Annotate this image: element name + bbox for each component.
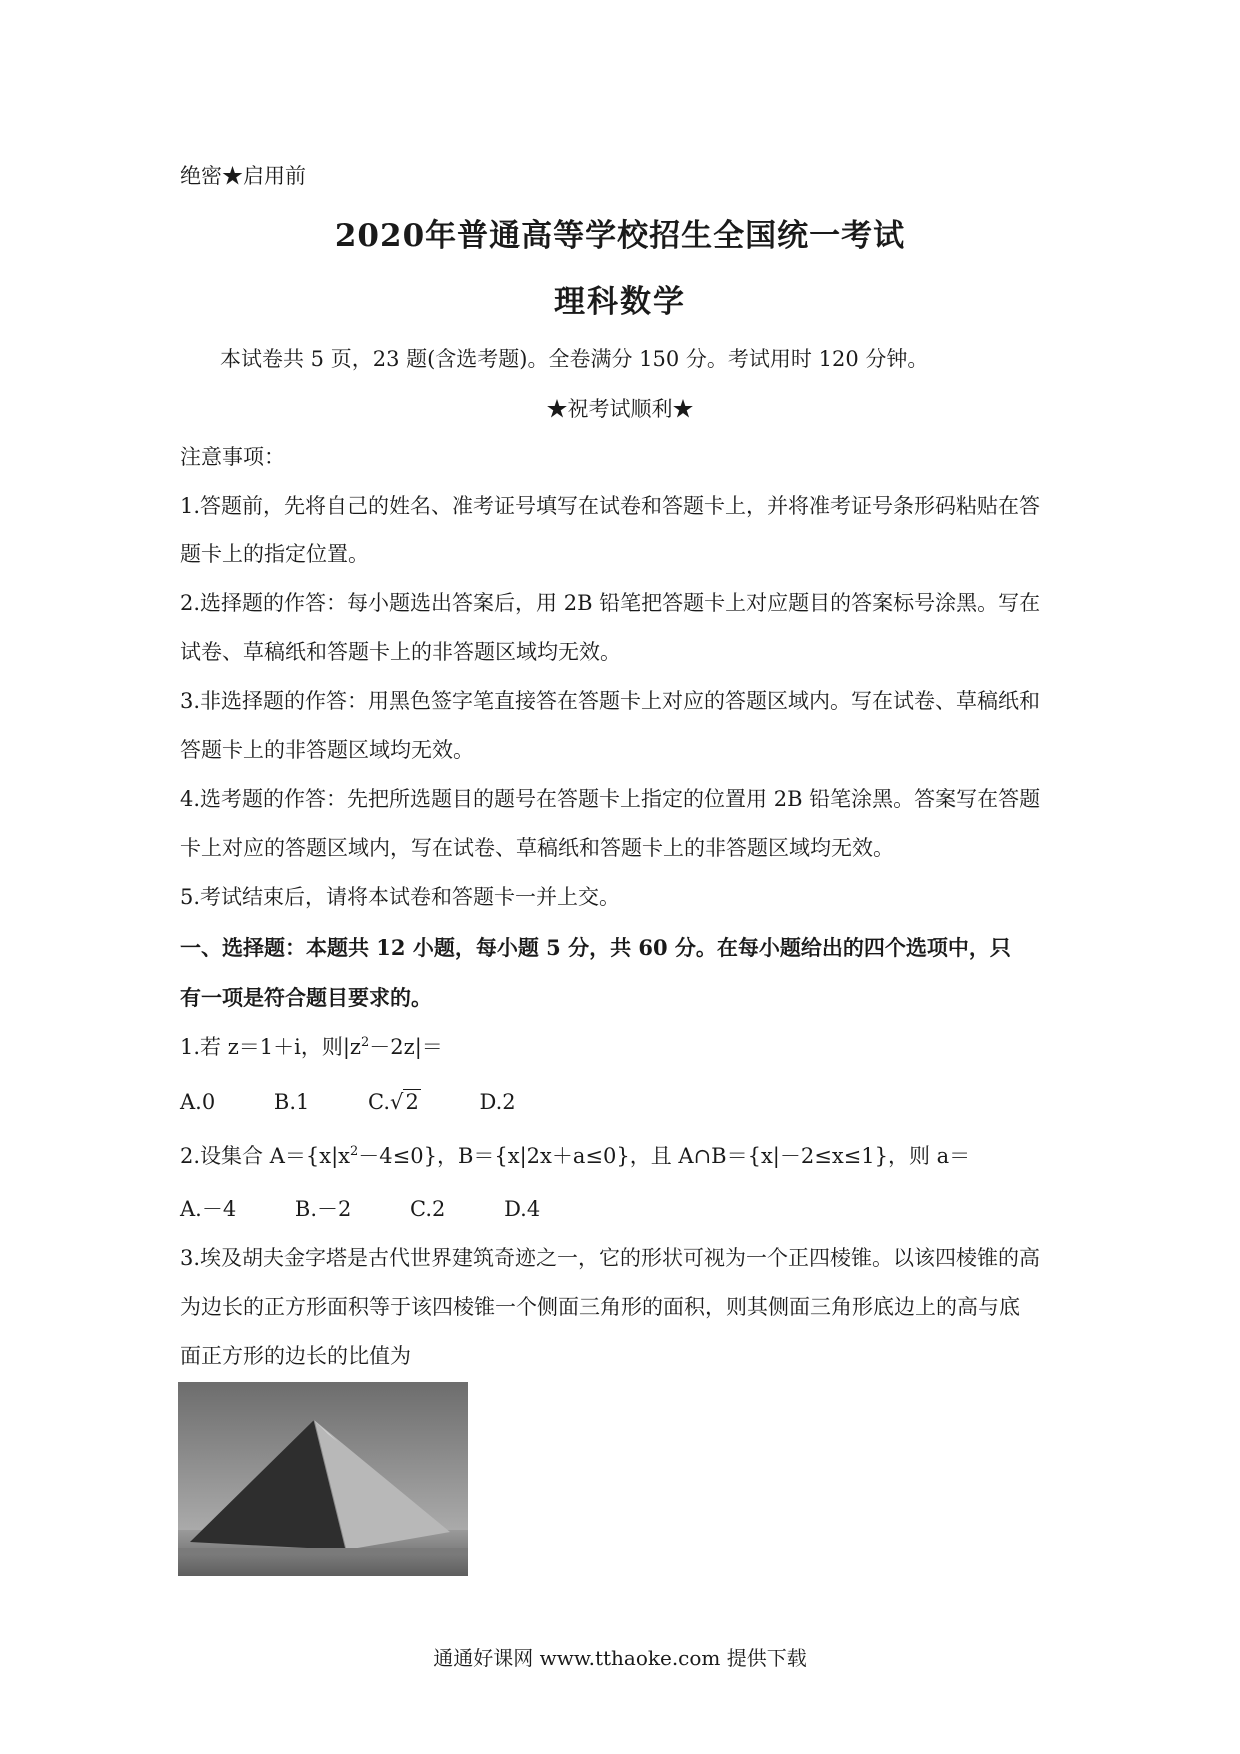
- q2-option-c: C.2: [410, 1197, 446, 1221]
- section-1-heading-line-1: 一、选择题：本题共 12 小题，每小题 5 分，共 60 分。在每小题给出的四个选项中，只: [180, 935, 1011, 960]
- question-3-line-2: 为边长的正方形面积等于该四棱锥一个侧面三角形的面积，则其侧面三角形底边上的高与底: [180, 1295, 1020, 1319]
- question-1-stem: [180, 1031, 443, 1061]
- q1-option-c-label: C.: [368, 1090, 391, 1114]
- note-3-line-2: 答题卡上的非答题区域均无效。: [180, 738, 474, 762]
- note-4-line-1: 4.选考题的作答：先把所选题目的题号在答题卡上指定的位置用 2B 铅笔涂黑。答案写在答题: [180, 787, 1041, 811]
- q1-option-d: D.2: [479, 1090, 516, 1114]
- footer-credit: 通通好课网 www.tthaoke.com 提供下载: [433, 1646, 807, 1670]
- note-1-line-1: 1.答题前，先将自己的姓名、准考证号填写在试卷和答题卡上，并将准考证号条形码粘贴在答: [180, 494, 1041, 518]
- watermark: [930, 1185, 947, 1231]
- q2-option-a: A.－4: [180, 1197, 237, 1221]
- note-5: 5.考试结束后，请将本试卷和答题卡一并上交。: [180, 885, 621, 909]
- q1-option-c: [368, 1090, 421, 1114]
- q2-option-d: D.4: [504, 1197, 541, 1221]
- q2-option-b: B.－2: [294, 1197, 352, 1221]
- note-4-line-2: 卡上对应的答题区域内，写在试卷、草稿纸和答题卡上的非答题区域均无效。: [180, 836, 894, 860]
- notes-heading: 注意事项：: [180, 445, 285, 469]
- q2-suffix: －4≤0}，B＝{x|2x＋a≤0}，且 A∩B＝{x|－2≤x≤1}，则 a＝: [358, 1144, 971, 1168]
- good-luck-line: ★祝考试顺利★: [546, 397, 694, 421]
- note-2-line-1: 2.选择题的作答：每小题选出答案后，用 2B 铅笔把答题卡上对应题目的答案标号涂黑。写在: [180, 591, 1041, 615]
- exam-title: 2020年普通高等学校招生全国统一考试: [334, 218, 906, 254]
- question-3-line-3: 面正方形的边长的比值为: [180, 1344, 411, 1368]
- sqrt-symbol: √: [390, 1090, 404, 1114]
- question-2-stem: [180, 1140, 970, 1170]
- exam-intro: 本试卷共 5 页，23 题(含选考题)。全卷满分 150 分。考试用时 120 分钟。: [220, 347, 929, 371]
- secret-mark: 绝密★启用前: [180, 164, 306, 188]
- q1-option-c-radical: 2: [405, 1090, 419, 1114]
- section-1-heading-line-2: 有一项是符合题目要求的。: [180, 985, 432, 1010]
- question-2-options: [180, 1193, 592, 1223]
- question-3-line-1: 3.埃及胡夫金字塔是古代世界建筑奇迹之一，它的形状可视为一个正四棱锥。以该四棱锥的高: [180, 1246, 1041, 1270]
- note-2-line-2: 试卷、草稿纸和答题卡上的非答题区域均无效。: [180, 640, 621, 664]
- q2-exponent: 2: [350, 1144, 359, 1159]
- q1-option-b: B.1: [273, 1090, 310, 1114]
- q1-suffix: －2z|＝: [369, 1035, 443, 1059]
- pyramid-photo: [178, 1382, 468, 1576]
- note-3-line-1: 3.非选择题的作答：用黑色签字笔直接答在答题卡上对应的答题区域内。写在试卷、草稿纸和: [180, 689, 1041, 713]
- subject-title: 理科数学: [554, 284, 686, 320]
- question-1-options: [180, 1090, 568, 1114]
- q1-prefix: 1.若 z＝1＋i，则|z: [180, 1035, 361, 1059]
- q1-exponent: 2: [361, 1035, 370, 1050]
- q2-prefix: 2.设集合 A＝{x|x: [180, 1144, 350, 1168]
- note-1-line-2: 题卡上的指定位置。: [180, 542, 369, 566]
- q1-option-a: A.0: [180, 1090, 216, 1114]
